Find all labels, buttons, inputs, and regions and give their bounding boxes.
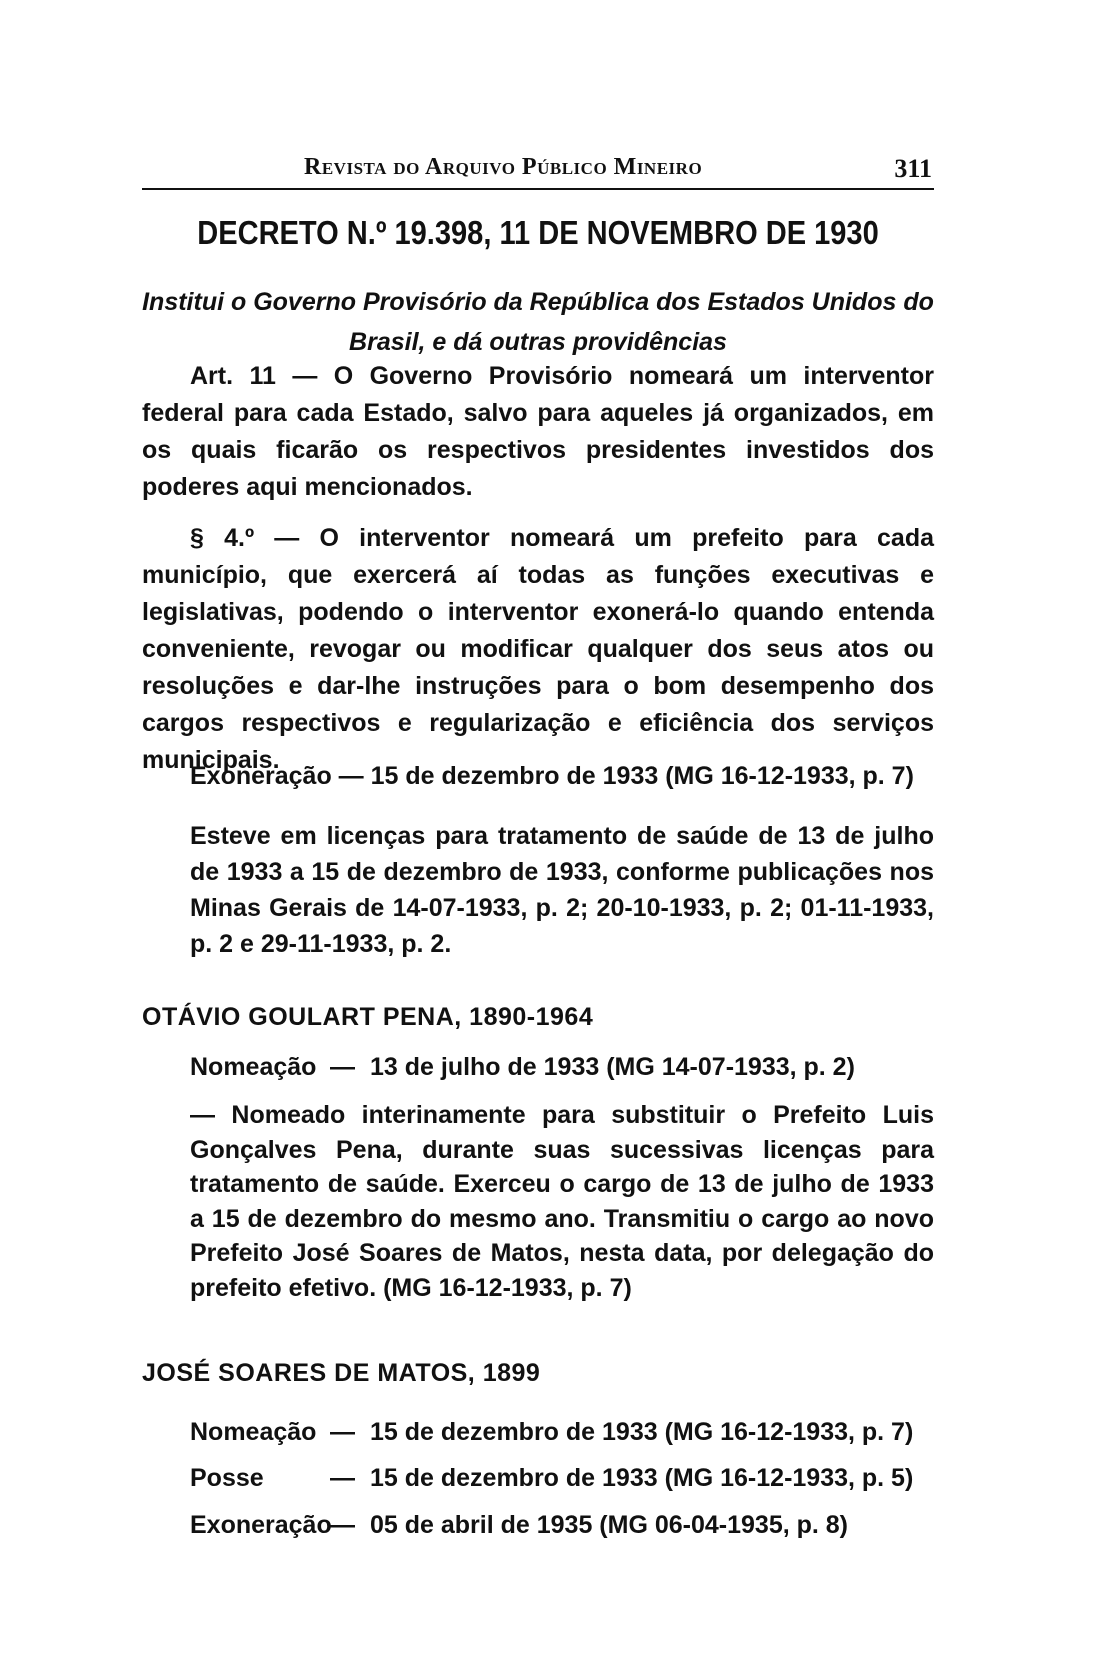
decree-subtitle — [142, 282, 934, 362]
row-value: 15 de dezembro de 1933 (MG 16-12-1933, p. 7) — [370, 1418, 914, 1446]
decree-title: DECRETO N.º 19.398, 11 DE NOVEMBRO DE 1930 — [197, 214, 879, 251]
row-value: 05 de abril de 1935 (MG 06-04-1935, p. 8) — [370, 1511, 849, 1539]
running-header — [142, 150, 934, 190]
row-label: Nomeação — [190, 1418, 317, 1446]
subtitle-line-2: Brasil, e dá outras providências — [349, 328, 727, 356]
exoneration-row-jose — [190, 1511, 950, 1540]
otavio-note: — Nomeado interinamente para substituir o Prefeito Luis Gonçalves Pena, durante suas sucessivas licenças para tratamento de saúde. Exerceu o cargo de 13 de julho de 1933 a 15 de dezembro do mesmo ano. Transmitiu o cargo ao novo Prefeito José Soares de Matos, nesta data, por delegação do prefeito efetivo. (MG 16-12-1933, p. 7) — [190, 1101, 934, 1302]
row-label: Exoneração — [190, 1511, 332, 1539]
person-name-jose: JOSÉ SOARES DE MATOS, 1899 — [142, 1359, 541, 1387]
paragraph-4-text: § 4.º — O interventor nomeará um prefeito para cada município, que exercerá aí todas as funções executivas e legislativas, podendo o interventor exonerá-lo quando entenda conveniente, revogar ou modificar qualquer dos seus atos ou resoluções e dar-lhe instruções para o bom desempenho dos cargos respectivos e regularização e eficiência dos serviços municipais. — [142, 524, 934, 774]
leave-note: Esteve em licenças para tratamento de saúde de 13 de julho de 1933 a 15 de dezembro de 1933, conforme publicações nos Minas Gerais de 14-07-1933, p. 2; 20-10-1933, p. 2; 01-11-1933, p. 2 e 29-11-1933, p. 2. — [190, 822, 934, 958]
appointment-row-otavio — [190, 1053, 950, 1082]
appointment-row-jose — [190, 1418, 950, 1447]
appointment-label: Nomeação — [190, 1053, 317, 1081]
appointment-value: 13 de julho de 1933 (MG 14-07-1933, p. 2) — [370, 1053, 855, 1081]
row-dash: — — [330, 1418, 355, 1446]
row-dash: — — [330, 1511, 355, 1539]
row-value: 15 de dezembro de 1933 (MG 16-12-1933, p. 5) — [370, 1464, 914, 1492]
journal-title: Revista do Arquivo Público Mineiro — [304, 154, 703, 180]
row-dash: — — [330, 1053, 355, 1081]
subtitle-line-1: Institui o Governo Provisório da República dos Estados Unidos do — [142, 288, 934, 316]
possession-row-jose — [190, 1464, 950, 1493]
exoneration-line: Exoneração — 15 de dezembro de 1933 (MG 16-12-1933, p. 7) — [190, 762, 914, 790]
row-dash: — — [330, 1464, 355, 1492]
row-label: Posse — [190, 1464, 264, 1492]
article-text: Art. 11 — O Governo Provisório nomeará um interventor federal para cada Estado, salvo para aqueles já organizados, em os quais ficarão os respectivos presidentes investidos dos poderes aqui mencionados. — [142, 362, 934, 501]
person-name-otavio: OTÁVIO GOULART PENA, 1890-1964 — [142, 1003, 594, 1031]
page-number: 311 — [894, 154, 932, 183]
